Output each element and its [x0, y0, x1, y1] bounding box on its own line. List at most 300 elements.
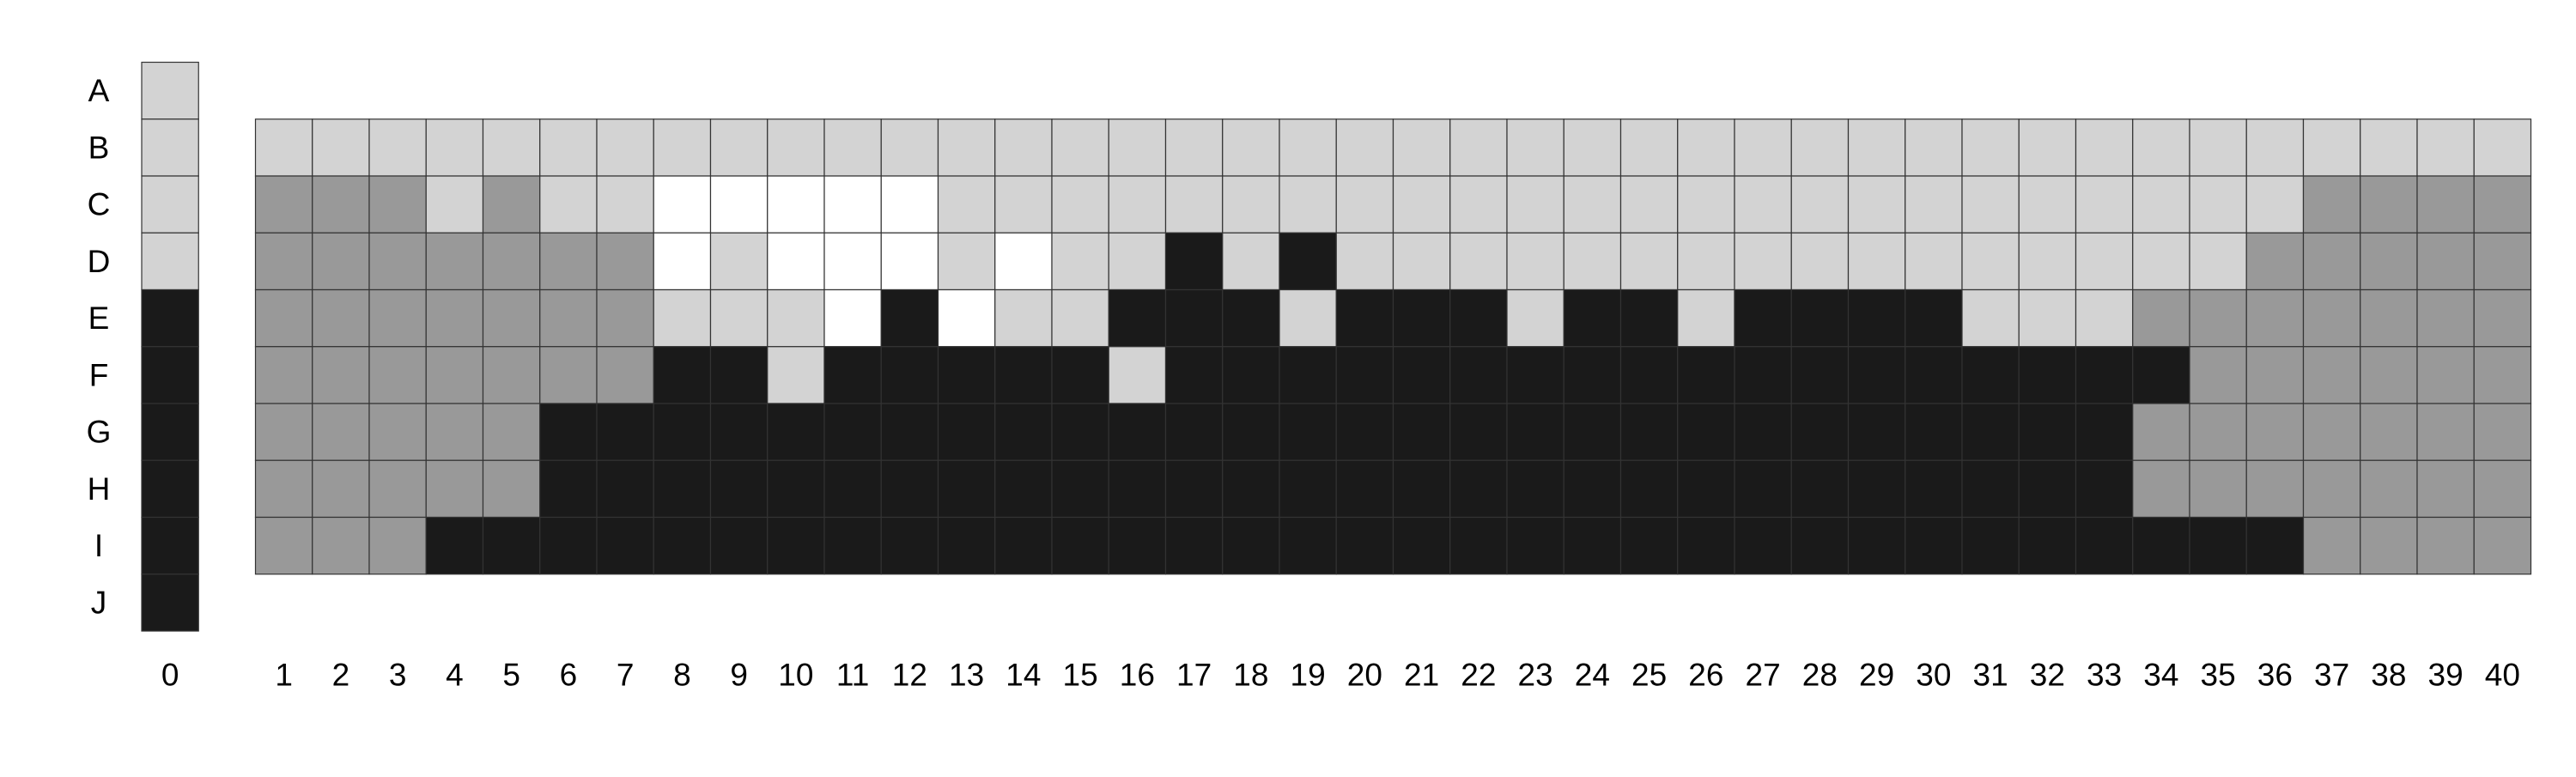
cell-h-10	[768, 460, 824, 517]
cell-g-13	[939, 404, 995, 460]
cell-b-1	[256, 119, 313, 176]
cell-d-35	[2190, 233, 2246, 289]
cell-b-17	[1166, 119, 1223, 176]
cell-g-15	[1052, 404, 1109, 460]
cell-c-13	[939, 176, 995, 233]
cell-b-25	[1621, 119, 1678, 176]
cell-e-33	[2076, 290, 2133, 347]
cell-f-36	[2246, 347, 2303, 404]
cell-e-15	[1052, 290, 1109, 347]
cell-d-17	[1166, 233, 1223, 289]
cell-f-8	[653, 347, 710, 404]
cell-h-5	[483, 460, 540, 517]
cell-c-25	[1621, 176, 1678, 233]
cell-c-12	[881, 176, 938, 233]
col-label-20: 20	[1346, 657, 1382, 693]
cell-d-28	[1791, 233, 1848, 289]
cell-h-31	[1962, 460, 2019, 517]
cell-g-5	[483, 404, 540, 460]
cell-i-25	[1621, 518, 1678, 574]
cell-g-38	[2360, 404, 2417, 460]
cell-d-37	[2304, 233, 2360, 289]
col-label-1: 1	[275, 657, 293, 693]
cell-f-38	[2360, 347, 2417, 404]
row-label-h: H	[87, 470, 111, 507]
cell-i-27	[1735, 518, 1791, 574]
col-label-40: 40	[2484, 657, 2520, 693]
cell-d-12	[881, 233, 938, 289]
cell-f-34	[2133, 347, 2190, 404]
cell-g-25	[1621, 404, 1678, 460]
col-label-39: 39	[2427, 657, 2464, 693]
cell-i-15	[1052, 518, 1109, 574]
cell-b-28	[1791, 119, 1848, 176]
ref-cell-i	[142, 518, 198, 574]
ref-cell-j	[142, 574, 198, 631]
cell-f-37	[2304, 347, 2360, 404]
cell-i-32	[2019, 518, 2075, 574]
cell-i-6	[540, 518, 597, 574]
cell-h-6	[540, 460, 597, 517]
cell-g-9	[711, 404, 768, 460]
cell-b-39	[2417, 119, 2474, 176]
cell-b-10	[768, 119, 824, 176]
cell-d-15	[1052, 233, 1109, 289]
cell-g-21	[1394, 404, 1450, 460]
cell-b-32	[2019, 119, 2075, 176]
cell-g-2	[313, 404, 369, 460]
cell-f-26	[1678, 347, 1735, 404]
cell-e-19	[1279, 290, 1336, 347]
cell-f-12	[881, 347, 938, 404]
cell-c-7	[597, 176, 653, 233]
col-label-31: 31	[1972, 657, 2008, 693]
cell-g-11	[824, 404, 881, 460]
cell-g-39	[2417, 404, 2474, 460]
cell-h-8	[653, 460, 710, 517]
col-label-4: 4	[446, 657, 464, 693]
cell-c-39	[2417, 176, 2474, 233]
cell-h-28	[1791, 460, 1848, 517]
cell-i-17	[1166, 518, 1223, 574]
cell-c-10	[768, 176, 824, 233]
cell-g-28	[1791, 404, 1848, 460]
cell-i-1	[256, 518, 313, 574]
cell-b-7	[597, 119, 653, 176]
cell-c-35	[2190, 176, 2246, 233]
cell-d-39	[2417, 233, 2474, 289]
ref-cell-d	[142, 233, 198, 289]
cell-h-37	[2304, 460, 2360, 517]
cell-e-7	[597, 290, 653, 347]
cell-d-11	[824, 233, 881, 289]
cell-h-16	[1109, 460, 1165, 517]
cell-b-37	[2304, 119, 2360, 176]
cell-b-16	[1109, 119, 1165, 176]
cell-e-38	[2360, 290, 2417, 347]
row-label-g: G	[86, 414, 112, 450]
cell-d-32	[2019, 233, 2075, 289]
cell-h-26	[1678, 460, 1735, 517]
cell-e-11	[824, 290, 881, 347]
cell-f-16	[1109, 347, 1165, 404]
cell-c-3	[369, 176, 426, 233]
cell-e-28	[1791, 290, 1848, 347]
col-label-17: 17	[1176, 657, 1212, 693]
ref-cell-f	[142, 347, 198, 404]
cell-i-19	[1279, 518, 1336, 574]
col-label-8: 8	[673, 657, 691, 693]
cell-f-2	[313, 347, 369, 404]
cell-h-9	[711, 460, 768, 517]
cell-e-39	[2417, 290, 2474, 347]
col-label-13: 13	[949, 657, 985, 693]
cell-c-28	[1791, 176, 1848, 233]
cell-c-31	[1962, 176, 2019, 233]
cell-c-26	[1678, 176, 1735, 233]
cell-e-9	[711, 290, 768, 347]
cell-b-14	[995, 119, 1052, 176]
cell-i-20	[1336, 518, 1393, 574]
cell-i-11	[824, 518, 881, 574]
cell-h-15	[1052, 460, 1109, 517]
col-label-26: 26	[1688, 657, 1724, 693]
cell-h-17	[1166, 460, 1223, 517]
cell-i-37	[2304, 518, 2360, 574]
cell-i-4	[426, 518, 483, 574]
row-label-d: D	[87, 243, 111, 279]
cell-g-35	[2190, 404, 2246, 460]
cell-f-28	[1791, 347, 1848, 404]
cell-e-2	[313, 290, 369, 347]
col-label-7: 7	[616, 657, 635, 693]
cell-g-18	[1223, 404, 1279, 460]
cell-h-13	[939, 460, 995, 517]
cell-e-3	[369, 290, 426, 347]
cell-i-29	[1849, 518, 1905, 574]
cell-e-25	[1621, 290, 1678, 347]
cell-d-33	[2076, 233, 2133, 289]
cell-d-18	[1223, 233, 1279, 289]
cell-d-8	[653, 233, 710, 289]
cell-g-37	[2304, 404, 2360, 460]
row-label-j: J	[90, 585, 107, 621]
cell-d-5	[483, 233, 540, 289]
cell-h-14	[995, 460, 1052, 517]
cell-h-35	[2190, 460, 2246, 517]
col-label-14: 14	[1005, 657, 1042, 693]
col-label-6: 6	[559, 657, 578, 693]
col-label-28: 28	[1801, 657, 1838, 693]
cell-h-39	[2417, 460, 2474, 517]
cell-f-4	[426, 347, 483, 404]
col-label-30: 30	[1916, 657, 1952, 693]
cell-e-32	[2019, 290, 2075, 347]
col-label-3: 3	[388, 657, 407, 693]
cell-f-15	[1052, 347, 1109, 404]
cell-b-11	[824, 119, 881, 176]
cell-f-9	[711, 347, 768, 404]
cell-f-22	[1450, 347, 1507, 404]
cell-c-22	[1450, 176, 1507, 233]
cell-g-24	[1564, 404, 1620, 460]
cell-d-34	[2133, 233, 2190, 289]
cell-d-20	[1336, 233, 1393, 289]
cell-i-14	[995, 518, 1052, 574]
col-label-34: 34	[2143, 657, 2179, 693]
cell-i-23	[1507, 518, 1564, 574]
ref-cell-c	[142, 176, 198, 233]
cell-c-17	[1166, 176, 1223, 233]
cell-e-37	[2304, 290, 2360, 347]
cell-f-40	[2474, 347, 2530, 404]
cell-e-29	[1849, 290, 1905, 347]
cell-f-39	[2417, 347, 2474, 404]
cell-h-22	[1450, 460, 1507, 517]
cell-h-1	[256, 460, 313, 517]
cell-f-17	[1166, 347, 1223, 404]
cell-b-29	[1849, 119, 1905, 176]
cell-i-34	[2133, 518, 2190, 574]
col-label-0: 0	[161, 657, 179, 693]
cell-h-18	[1223, 460, 1279, 517]
col-label-35: 35	[2200, 657, 2236, 693]
cell-h-30	[1905, 460, 1962, 517]
cell-e-35	[2190, 290, 2246, 347]
cell-f-18	[1223, 347, 1279, 404]
cell-c-5	[483, 176, 540, 233]
cell-i-31	[1962, 518, 2019, 574]
cell-b-38	[2360, 119, 2417, 176]
cell-e-10	[768, 290, 824, 347]
cell-g-20	[1336, 404, 1393, 460]
cell-f-27	[1735, 347, 1791, 404]
cell-i-22	[1450, 518, 1507, 574]
cell-i-38	[2360, 518, 2417, 574]
cell-e-27	[1735, 290, 1791, 347]
cell-i-21	[1394, 518, 1450, 574]
cell-f-11	[824, 347, 881, 404]
cell-b-31	[1962, 119, 2019, 176]
cell-d-36	[2246, 233, 2303, 289]
cell-c-16	[1109, 176, 1165, 233]
cell-g-12	[881, 404, 938, 460]
cell-e-21	[1394, 290, 1450, 347]
cell-e-40	[2474, 290, 2530, 347]
cell-e-36	[2246, 290, 2303, 347]
cell-g-3	[369, 404, 426, 460]
cell-c-40	[2474, 176, 2530, 233]
cell-g-19	[1279, 404, 1336, 460]
cell-i-12	[881, 518, 938, 574]
cell-b-22	[1450, 119, 1507, 176]
col-label-36: 36	[2257, 657, 2293, 693]
cell-d-14	[995, 233, 1052, 289]
cell-i-26	[1678, 518, 1735, 574]
col-label-9: 9	[730, 657, 748, 693]
cell-g-27	[1735, 404, 1791, 460]
cell-i-16	[1109, 518, 1165, 574]
cell-e-13	[939, 290, 995, 347]
col-label-2: 2	[331, 657, 350, 693]
row-label-f: F	[88, 357, 109, 393]
cell-e-23	[1507, 290, 1564, 347]
cell-f-30	[1905, 347, 1962, 404]
cell-h-23	[1507, 460, 1564, 517]
cell-h-3	[369, 460, 426, 517]
col-label-29: 29	[1859, 657, 1895, 693]
cell-c-14	[995, 176, 1052, 233]
cell-c-34	[2133, 176, 2190, 233]
col-label-32: 32	[2029, 657, 2065, 693]
cell-h-25	[1621, 460, 1678, 517]
col-label-12: 12	[891, 657, 927, 693]
cell-d-24	[1564, 233, 1620, 289]
cell-g-26	[1678, 404, 1735, 460]
cell-g-7	[597, 404, 653, 460]
cell-f-25	[1621, 347, 1678, 404]
cell-g-22	[1450, 404, 1507, 460]
cell-c-36	[2246, 176, 2303, 233]
cell-i-18	[1223, 518, 1279, 574]
cell-f-32	[2019, 347, 2075, 404]
cell-c-1	[256, 176, 313, 233]
cell-b-3	[369, 119, 426, 176]
cell-e-5	[483, 290, 540, 347]
cell-c-30	[1905, 176, 1962, 233]
cell-b-34	[2133, 119, 2190, 176]
cell-d-31	[1962, 233, 2019, 289]
cell-b-12	[881, 119, 938, 176]
cell-f-31	[1962, 347, 2019, 404]
cell-e-26	[1678, 290, 1735, 347]
cell-g-23	[1507, 404, 1564, 460]
cell-c-20	[1336, 176, 1393, 233]
cell-f-7	[597, 347, 653, 404]
cell-h-7	[597, 460, 653, 517]
ref-cell-b	[142, 119, 198, 176]
cell-i-24	[1564, 518, 1620, 574]
cell-d-10	[768, 233, 824, 289]
cell-b-33	[2076, 119, 2133, 176]
cell-c-24	[1564, 176, 1620, 233]
cell-d-27	[1735, 233, 1791, 289]
cell-b-36	[2246, 119, 2303, 176]
cell-g-4	[426, 404, 483, 460]
col-label-23: 23	[1517, 657, 1553, 693]
cell-e-1	[256, 290, 313, 347]
cell-h-19	[1279, 460, 1336, 517]
cell-b-9	[711, 119, 768, 176]
cell-d-4	[426, 233, 483, 289]
cell-c-19	[1279, 176, 1336, 233]
cell-e-22	[1450, 290, 1507, 347]
cell-b-18	[1223, 119, 1279, 176]
ref-cell-e	[142, 290, 198, 347]
cell-f-13	[939, 347, 995, 404]
cell-i-28	[1791, 518, 1848, 574]
cell-e-6	[540, 290, 597, 347]
cell-h-21	[1394, 460, 1450, 517]
col-label-38: 38	[2371, 657, 2407, 693]
cell-h-27	[1735, 460, 1791, 517]
cell-d-22	[1450, 233, 1507, 289]
cell-i-39	[2417, 518, 2474, 574]
cell-i-36	[2246, 518, 2303, 574]
row-label-i: I	[94, 528, 104, 564]
cell-d-23	[1507, 233, 1564, 289]
cell-h-4	[426, 460, 483, 517]
cell-d-40	[2474, 233, 2530, 289]
cell-f-6	[540, 347, 597, 404]
cell-c-33	[2076, 176, 2133, 233]
cell-b-15	[1052, 119, 1109, 176]
cell-i-8	[653, 518, 710, 574]
cell-g-29	[1849, 404, 1905, 460]
cell-g-1	[256, 404, 313, 460]
cell-g-32	[2019, 404, 2075, 460]
cell-d-25	[1621, 233, 1678, 289]
row-label-a: A	[88, 73, 110, 109]
cell-d-26	[1678, 233, 1735, 289]
col-label-37: 37	[2314, 657, 2350, 693]
cell-d-30	[1905, 233, 1962, 289]
col-label-10: 10	[778, 657, 814, 693]
col-label-5: 5	[502, 657, 520, 693]
col-label-21: 21	[1404, 657, 1440, 693]
cell-f-3	[369, 347, 426, 404]
cell-d-2	[313, 233, 369, 289]
cell-e-8	[653, 290, 710, 347]
col-label-19: 19	[1290, 657, 1326, 693]
col-label-24: 24	[1574, 657, 1610, 693]
cell-f-10	[768, 347, 824, 404]
cell-h-11	[824, 460, 881, 517]
cell-e-12	[881, 290, 938, 347]
cell-h-38	[2360, 460, 2417, 517]
cell-g-31	[1962, 404, 2019, 460]
cell-i-35	[2190, 518, 2246, 574]
cell-h-20	[1336, 460, 1393, 517]
col-label-33: 33	[2087, 657, 2123, 693]
cell-b-5	[483, 119, 540, 176]
cell-f-19	[1279, 347, 1336, 404]
cell-d-38	[2360, 233, 2417, 289]
cell-i-9	[711, 518, 768, 574]
cell-b-35	[2190, 119, 2246, 176]
cell-d-9	[711, 233, 768, 289]
cell-g-8	[653, 404, 710, 460]
cell-c-21	[1394, 176, 1450, 233]
cell-f-33	[2076, 347, 2133, 404]
cell-h-40	[2474, 460, 2530, 517]
ref-cell-a	[142, 63, 198, 119]
cell-h-29	[1849, 460, 1905, 517]
cell-h-12	[881, 460, 938, 517]
cell-c-6	[540, 176, 597, 233]
cell-h-32	[2019, 460, 2075, 517]
row-label-c: C	[87, 186, 111, 222]
cell-e-14	[995, 290, 1052, 347]
cell-g-33	[2076, 404, 2133, 460]
cell-d-6	[540, 233, 597, 289]
cell-f-23	[1507, 347, 1564, 404]
cell-d-19	[1279, 233, 1336, 289]
cell-f-29	[1849, 347, 1905, 404]
cell-c-2	[313, 176, 369, 233]
cell-i-3	[369, 518, 426, 574]
cell-e-18	[1223, 290, 1279, 347]
